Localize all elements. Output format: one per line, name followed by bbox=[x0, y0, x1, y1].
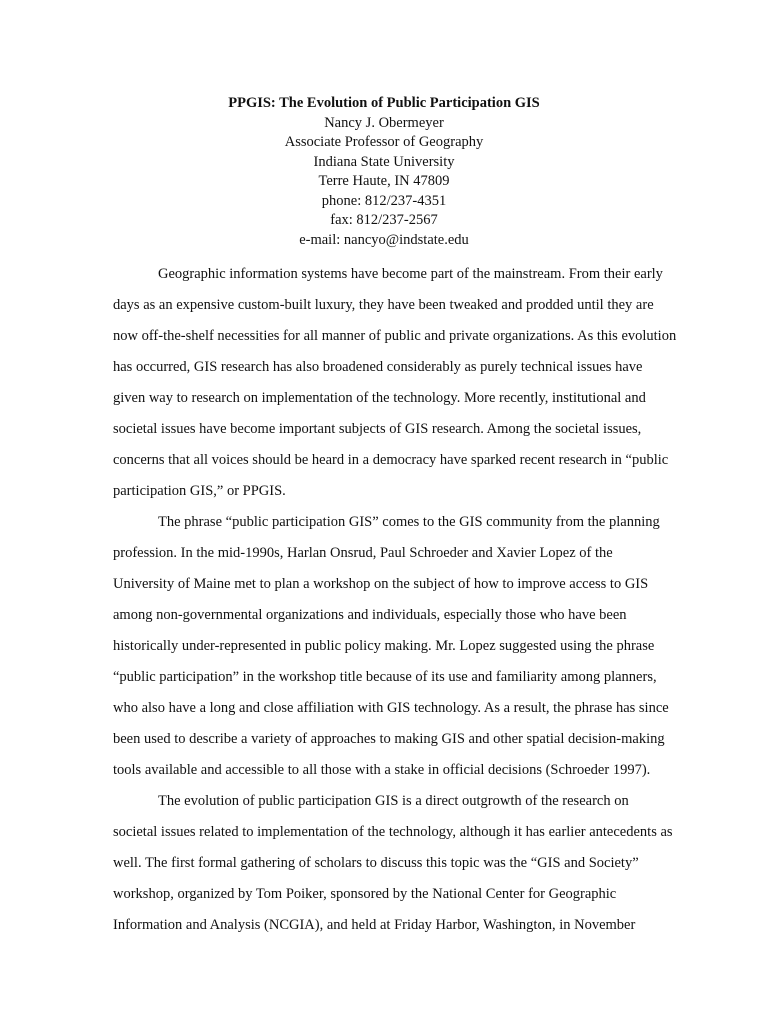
paragraph-3-line-1: The evolution of public participation GIS is a direct outgrowth of the research on bbox=[158, 793, 629, 809]
document-header bbox=[0, 94, 768, 250]
paragraph-1-line-7: concerns that all voices should be heard in a democracy have sparked recent research in “public bbox=[113, 452, 669, 468]
paragraph-2-line-5: historically under-represented in public policy making. Mr. Lopez suggested using the phrase bbox=[113, 638, 655, 654]
author-phone: phone: 812/237-4351 bbox=[321, 192, 447, 209]
paragraph-2-line-7: who also have a long and close affiliation with GIS technology. As a result, the phrase has since bbox=[113, 700, 669, 716]
paragraph-1-line-5: given way to research on implementation of the technology. More recently, institutional and bbox=[113, 390, 646, 406]
paragraph-1-line-1: Geographic information systems have become part of the mainstream. From their early bbox=[158, 266, 663, 282]
author-name: Nancy J. Obermeyer bbox=[324, 114, 444, 131]
author-email: e-mail: nancyo@indstate.edu bbox=[299, 231, 469, 248]
author-institution: Indiana State University bbox=[313, 153, 455, 170]
paragraph-1-line-2: days as an expensive custom-built luxury, they have been tweaked and prodded until they are bbox=[113, 297, 654, 313]
paragraph-3-line-3: well. The first formal gathering of scholars to discuss this topic was the “GIS and Society” bbox=[113, 855, 639, 871]
paragraph-2-line-4: among non-governmental organizations and individuals, especially those who have been bbox=[113, 607, 627, 623]
paragraph-3-line-2: societal issues related to implementation of the technology, although it has earlier antecedents as bbox=[113, 824, 673, 840]
author-fax: fax: 812/237-2567 bbox=[330, 212, 438, 228]
paragraph-2-line-6: “public participation” in the workshop title because of its use and familiarity among planners, bbox=[113, 669, 657, 685]
document-title: PPGIS: The Evolution of Public Participation GIS bbox=[228, 95, 540, 111]
paragraph-2-line-8: been used to describe a variety of approaches to making GIS and other spatial decision-making bbox=[113, 731, 665, 747]
document-body bbox=[113, 259, 677, 941]
author-address: Terre Haute, IN 47809 bbox=[318, 173, 450, 189]
paragraph-2-line-3: University of Maine met to plan a workshop on the subject of how to improve access to GIS bbox=[113, 576, 649, 592]
paragraph-1-line-4: has occurred, GIS research has also broadened considerably as purely technical issues have bbox=[113, 359, 643, 375]
paragraph-3-line-4: workshop, organized by Tom Poiker, sponsored by the National Center for Geographic bbox=[113, 886, 617, 902]
paragraph-1-line-6: societal issues have become important subjects of GIS research. Among the societal issues, bbox=[113, 421, 642, 437]
paragraph-1-line-3: now off-the-shelf necessities for all manner of public and private organizations. As this evolution bbox=[113, 328, 677, 344]
paragraph-3-line-5: Information and Analysis (NCGIA), and held at Friday Harbor, Washington, in November bbox=[113, 917, 636, 933]
paragraph-2-line-9: tools available and accessible to all those with a stake in official decisions (Schroeder 1997). bbox=[113, 762, 651, 778]
author-position: Associate Professor of Geography bbox=[284, 134, 484, 150]
paragraph-2-line-1: The phrase “public participation GIS” comes to the GIS community from the planning bbox=[158, 514, 660, 530]
paragraph-1-line-8: participation GIS,” or PPGIS. bbox=[113, 483, 286, 499]
paragraph-2-line-2: profession. In the mid-1990s, Harlan Onsrud, Paul Schroeder and Xavier Lopez of the bbox=[113, 545, 613, 561]
